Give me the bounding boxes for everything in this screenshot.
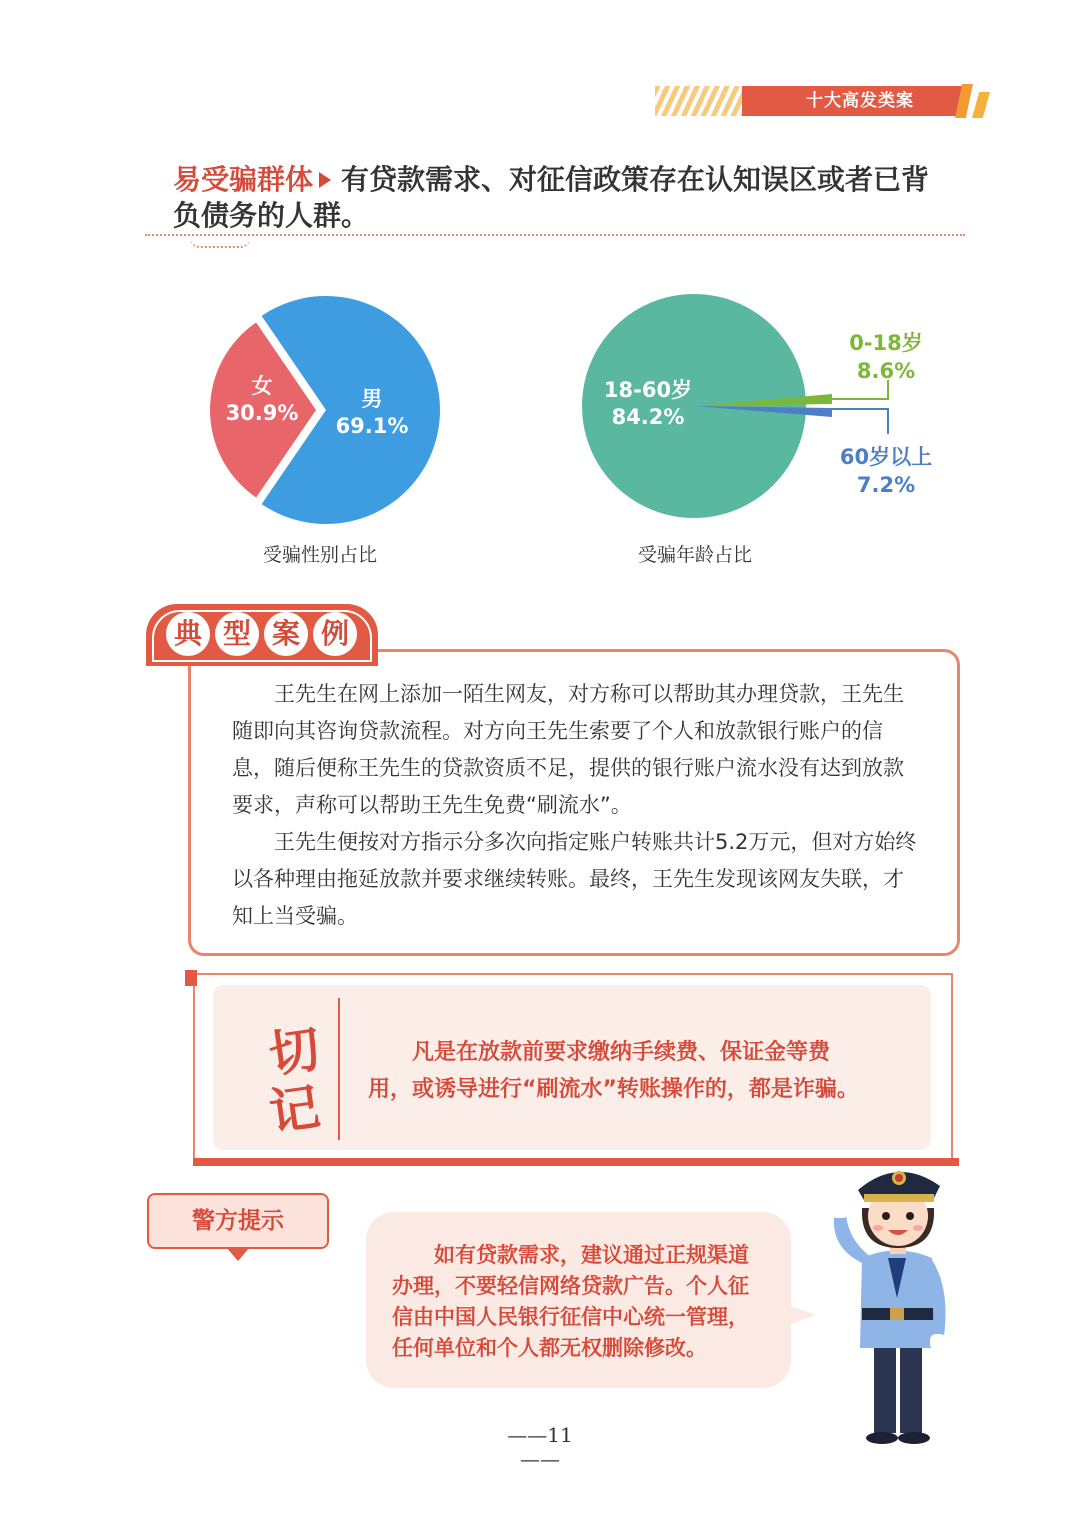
pie-label-18-60: 18-60岁 — [603, 378, 693, 402]
triangle-arrow-icon — [319, 172, 331, 188]
pie-value-male: 69.1% — [335, 414, 409, 438]
pie-label-female: 女 — [251, 374, 273, 398]
callout-value-60-plus: 7.2% — [856, 473, 916, 497]
police-tip-text — [392, 1240, 777, 1364]
pie-value-female: 30.9% — [225, 401, 299, 425]
section-title: 十大高发类案 — [806, 91, 914, 111]
typical-case-char: 型 — [215, 612, 259, 656]
age-chart-callouts — [832, 380, 888, 434]
tip-line: 信由中国人民银行征信中心统一管理， — [392, 1305, 749, 1329]
vulnerable-group-text-1: 有贷款需求、对征信政策存在认知误区或者已背 — [341, 163, 930, 196]
callout-label-0-18: 0-18岁 — [849, 331, 923, 355]
remember-frame-corner — [185, 970, 197, 986]
vulnerable-group-text-2: 负债务的人群。 — [173, 199, 370, 232]
pie-label-male: 男 — [361, 387, 383, 411]
typical-case-char: 例 — [313, 612, 357, 656]
age-chart-caption: 受骗年龄占比 — [637, 544, 752, 566]
police-tip-label: 警方提示 — [147, 1193, 329, 1249]
speech-bubble-tail — [788, 1305, 816, 1325]
header-accent-2 — [972, 92, 990, 118]
remember-char: 记 — [265, 1076, 324, 1143]
police-officer-illustration — [822, 1148, 972, 1448]
page-number-value: 11 — [547, 1423, 573, 1447]
vulnerable-group-label: 易受骗群体 — [173, 163, 314, 196]
police-tip-label-pointer — [226, 1247, 250, 1261]
dotted-divider — [145, 234, 965, 236]
gender-chart-caption: 受骗性别占比 — [262, 544, 377, 566]
remember-char: 切 — [265, 1018, 324, 1085]
pie-value-18-60: 84.2% — [611, 405, 685, 429]
page-number: ——11—— — [507, 1423, 573, 1471]
tip-line: 任何单位和个人都无权删除修改。 — [392, 1336, 707, 1360]
callout-value-0-18: 8.6% — [856, 359, 916, 383]
vulnerable-group-heading — [173, 162, 973, 234]
remember-line: 凡是在放款前要求缴纳手续费、保证金等费 — [412, 1040, 831, 1065]
remember-divider — [338, 998, 340, 1140]
tip-line: 办理，不要轻信网络贷款广告。个人征 — [392, 1274, 749, 1298]
callout-label-60-plus: 60岁以上 — [839, 445, 933, 469]
remember-line: 用，或诱导进行“刷流水”转账操作的，都是诈骗。 — [368, 1077, 859, 1102]
callout-line-60-plus — [832, 409, 888, 434]
case-paragraph: 王先生在网上添加一陌生网友，对方称可以帮助其办理贷款，王先生随即向其咨询贷款流程。对方向王先生索要了个人和放款银行账户的信息，随后便称王先生的贷款资质不足，提供的银行账户流水没有达到放款要求，声称可以帮助王先生免费“刷流水”。 — [232, 682, 904, 817]
charts-area — [0, 280, 1080, 580]
case-paragraph: 王先生便按对方指示分多次向指定账户转账共计5.2万元，但对方始终以各种理由拖延放款并要求继续转账。最终，王先生发现该网友失联，才知上当受骗。 — [232, 830, 917, 928]
header-stripes — [655, 86, 745, 116]
typical-case-text — [232, 676, 922, 935]
tip-line: 如有贷款需求，建议通过正规渠道 — [434, 1243, 749, 1267]
remember-text — [368, 1034, 908, 1108]
typical-case-char: 典 — [166, 612, 210, 656]
typical-case-char: 案 — [264, 612, 308, 656]
dotted-divider-curve — [190, 238, 250, 248]
